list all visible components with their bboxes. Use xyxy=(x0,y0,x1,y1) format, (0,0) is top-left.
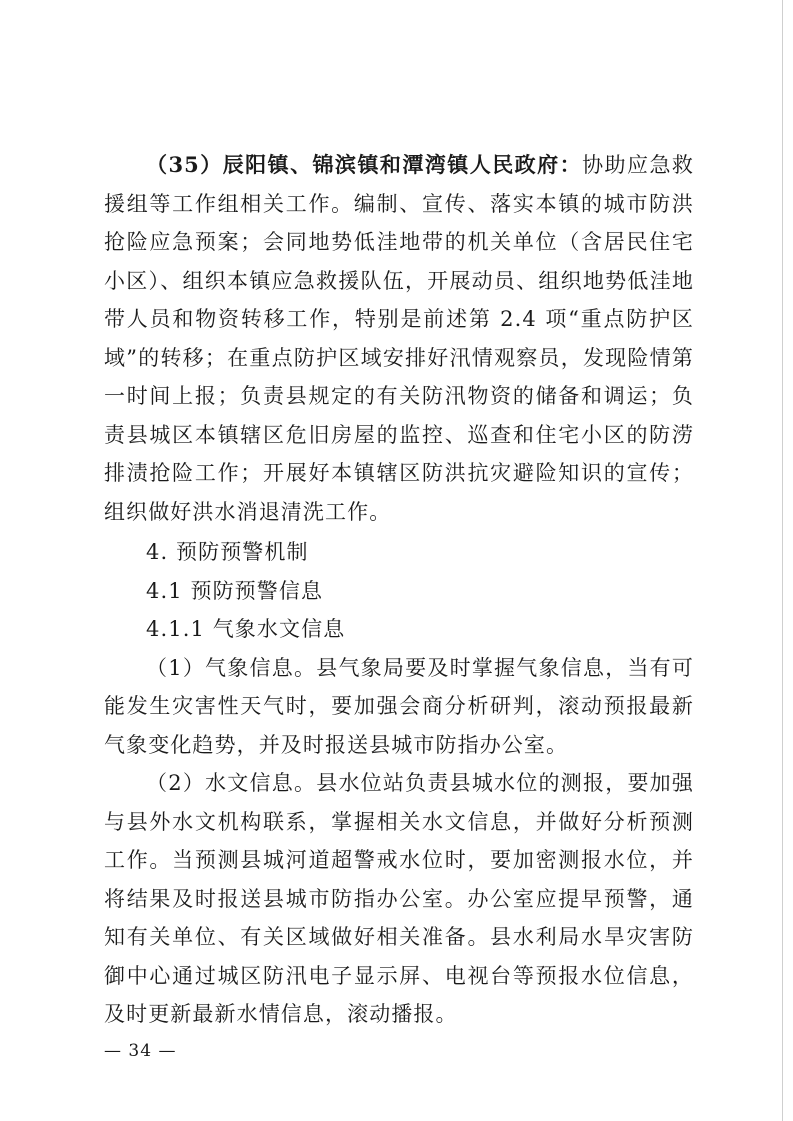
paragraph-hydrology-info: （2）水文信息。县水位站负责县城水位的测报，要加强与县外水文机构联系，掌握相关水文信息，并做好分析预测工作。当预测县城河道超警戒水位时，要加密测报水位，并将结果及时报送县城市防指办公室。办公室应提早预警，通知有关单位、有关区域做好相关准备。县水利局水旱灾害防御中心通过城区防汛电子显示屏、电视台等预报水位信息，及时更新最新水情信息，滚动播报。 xyxy=(104,771,694,1026)
heading-section-4-1-1: 4.1.1 气象水文信息 xyxy=(146,617,346,641)
page-number: — 34 — xyxy=(104,1041,177,1061)
paragraph-35-lead: （35）辰阳镇、锦滨镇和潭湾镇人民政府： xyxy=(146,152,583,177)
paragraph-weather-info: （1）气象信息。县气象局要及时掌握气象信息，当有可能发生灾害性天气时，要加强会商分析研判，滚动预报最新气象变化趋势，并及时报送县城市防指办公室。 xyxy=(104,655,694,757)
heading-section-4: 4. 预防预警机制 xyxy=(146,540,309,564)
paragraph-35-text: 协助应急救援组等工作组相关工作。编制、宣传、落实本镇的城市防洪抢险应急预案；会同地势低洼地带的机关单位（含居民住宅小区）、组织本镇应急救援队伍，开展动员、组织地势低洼地带人员和物资转移工作，特别是前述第 2.4 项“重点防护区域”的转移；在重点防护区域安排好汛情观察员，发现险情第一时间上报；负责县规定的有关防汛物资的储备和调运；负责县城区本镇辖区危旧房屋的监控、巡查和住宅小区的防涝排渍抢险工作；开展好本镇辖区防洪抗灾避险知识的宣传；组织做好洪水消退清洗工作。 xyxy=(104,153,694,524)
paragraph-35 xyxy=(104,146,694,531)
scan-edge-line xyxy=(782,0,783,1121)
document-body xyxy=(104,146,694,1034)
heading-section-4-1: 4.1 预防预警信息 xyxy=(146,578,324,603)
